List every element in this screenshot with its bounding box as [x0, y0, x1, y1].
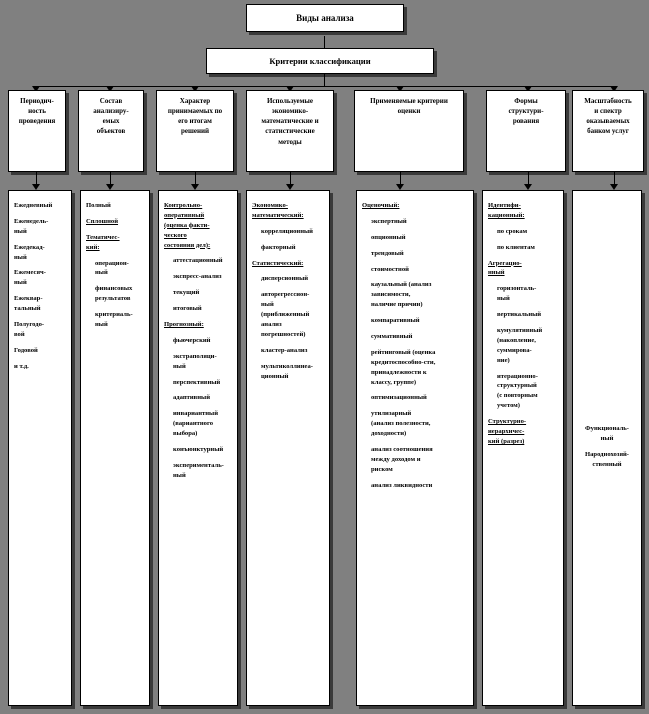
column-item: дисперсионный: [261, 275, 309, 283]
head-line: Периодич-: [20, 97, 54, 105]
column-item: экспресс-анализ: [173, 273, 222, 281]
column-item: экстраполяци- ный: [173, 352, 217, 370]
head-line: математические и: [261, 117, 319, 126]
head-line: экономико-: [271, 107, 309, 116]
column-item: Оценочный:: [362, 202, 400, 209]
head-line: емых: [102, 117, 120, 126]
column-item: по клиентам: [497, 243, 535, 251]
column-item: Экономико- математический:: [252, 202, 304, 219]
head-line: Состав анализиру-: [93, 97, 129, 116]
column-item: конъюнктурный: [173, 446, 224, 454]
head-line: структури-: [508, 107, 544, 116]
column-objects: [80, 190, 150, 706]
column-item: фьючерский: [173, 336, 211, 344]
column-item: Статистический:: [252, 259, 304, 267]
column-item: итоговый: [173, 305, 202, 313]
head-line: Используемые: [266, 97, 314, 105]
column-items: [585, 424, 629, 476]
column-item: операцион- ный: [95, 259, 129, 277]
column-item: Контрольно- оперативный (оценка факти- ческого состояния дел):: [164, 202, 211, 249]
column-item: авторегрессион- ный (приближенный анализ погрешностей): [261, 291, 310, 338]
connector-subtitle-down: [324, 74, 325, 86]
column-methods: [246, 190, 330, 706]
column-items: [362, 201, 468, 491]
head-box-criteria: [354, 90, 464, 172]
column-item: Полугодо- вой: [14, 321, 45, 338]
column-item: Ежедневный: [14, 202, 53, 209]
diagram-title: Виды анализа: [246, 4, 404, 32]
column-item: факторный: [261, 243, 296, 251]
column-item: экспертный: [371, 217, 407, 225]
column-item: адаптивный: [173, 394, 210, 402]
column-decisions: [158, 190, 238, 706]
column-item: Тематичес- кий:: [86, 233, 120, 251]
column-item: суммативный: [371, 333, 413, 341]
column-item: Функциональ- ный: [585, 425, 629, 443]
column-item: текущий: [173, 289, 200, 297]
column-item: корреляционный: [261, 227, 313, 235]
column-item: Народнохозяй- ственный: [584, 451, 630, 468]
head-line: методы: [278, 137, 302, 146]
column-item: горизонталь- ный: [497, 285, 537, 303]
column-item: по срокам: [497, 227, 528, 235]
head-line: Характер: [179, 97, 211, 105]
column-item: анализ соотношения между доходом и риском: [371, 446, 433, 473]
head-line: статистические: [265, 127, 315, 136]
head-line: Формы: [514, 97, 538, 105]
diagram-subtitle: Критерии классификации: [206, 48, 434, 74]
column-item: стоимостной: [371, 265, 409, 273]
column-item: Еженедель- ный: [14, 217, 49, 235]
column-item: итерационно- структурный (с повторным учетом): [497, 372, 538, 410]
head-line: проведения: [18, 117, 56, 126]
column-item: Полный: [86, 202, 111, 209]
head-line: оценки: [397, 107, 421, 116]
column-item: Агрегацио- нный: [488, 259, 522, 277]
column-item: Идентифи- кационный:: [488, 202, 525, 219]
head-line: банком услуг: [587, 127, 629, 136]
column-item: аттестационный: [173, 257, 223, 265]
column-item: оптимизационный: [371, 394, 427, 402]
head-line: решений: [180, 127, 210, 136]
column-item: мультиколлинеа- ционный: [261, 362, 313, 380]
column-item: Годовой: [14, 346, 38, 354]
column-item: Ежеквар- тальный: [14, 295, 43, 313]
column-item: инвариантный (вариантного выбора): [173, 410, 219, 438]
head-line: принимаемых по: [167, 107, 223, 116]
column-item: вертикальный: [497, 311, 542, 319]
head-box-methods: [246, 90, 334, 172]
column-item: финансовых результатов: [95, 285, 133, 303]
column-items: [252, 201, 324, 381]
column-items: [86, 201, 144, 330]
column-items: [164, 201, 232, 481]
column-item: Ежемесяч- ный: [14, 269, 46, 287]
head-box-scale: [572, 90, 644, 172]
head-line: оказываемых: [586, 117, 630, 126]
column-item: критериаль- ный: [95, 311, 133, 329]
column-items: [488, 201, 558, 447]
column-item: утилизарный (анализ полезности, доходности): [371, 410, 431, 438]
column-item: Структурно- иерархичес- кий (разрез): [488, 418, 527, 445]
column-items: [14, 201, 66, 372]
head-line: ность: [28, 107, 46, 116]
column-item: Ежедекад- ный: [14, 243, 45, 261]
column-periodicity: [8, 190, 72, 706]
head-box-structuring: [486, 90, 566, 172]
head-line: и спектр: [594, 107, 622, 116]
column-structuring: [482, 190, 564, 706]
column-scale: [572, 190, 642, 706]
head-box-periodicity: [8, 90, 66, 172]
column-item: рейтинговый (оценка кредитоспособно-сти, принадлежности к классу, группе): [371, 348, 436, 386]
head-line: Масштабность: [584, 97, 632, 105]
column-item: Сплошной: [86, 217, 119, 225]
column-item: и т.д.: [14, 362, 29, 370]
head-line: объектов: [96, 127, 126, 136]
column-item: кумулятивный (накопление, суммирова- ние): [497, 327, 543, 364]
column-item: опционный: [371, 233, 406, 241]
head-line: Применяемые критерии: [370, 97, 448, 105]
head-box-objects: [78, 90, 144, 172]
column-item: Прогнозный:: [164, 321, 204, 329]
column-item: кластер-анализ: [261, 346, 308, 354]
column-item: эксперименталь- ный: [173, 461, 224, 479]
column-item: каузальный (анализ зависимости, наличие причин): [371, 281, 432, 309]
head-box-decisions: [156, 90, 234, 172]
column-criteria: [356, 190, 474, 706]
head-line: его итогам: [178, 117, 212, 126]
column-item: перспективный: [173, 378, 221, 386]
column-item: трендовый: [371, 249, 404, 257]
column-item: анализ ликвидности: [371, 481, 433, 489]
head-line: рования: [512, 117, 540, 126]
column-item: компаративный: [371, 317, 420, 325]
